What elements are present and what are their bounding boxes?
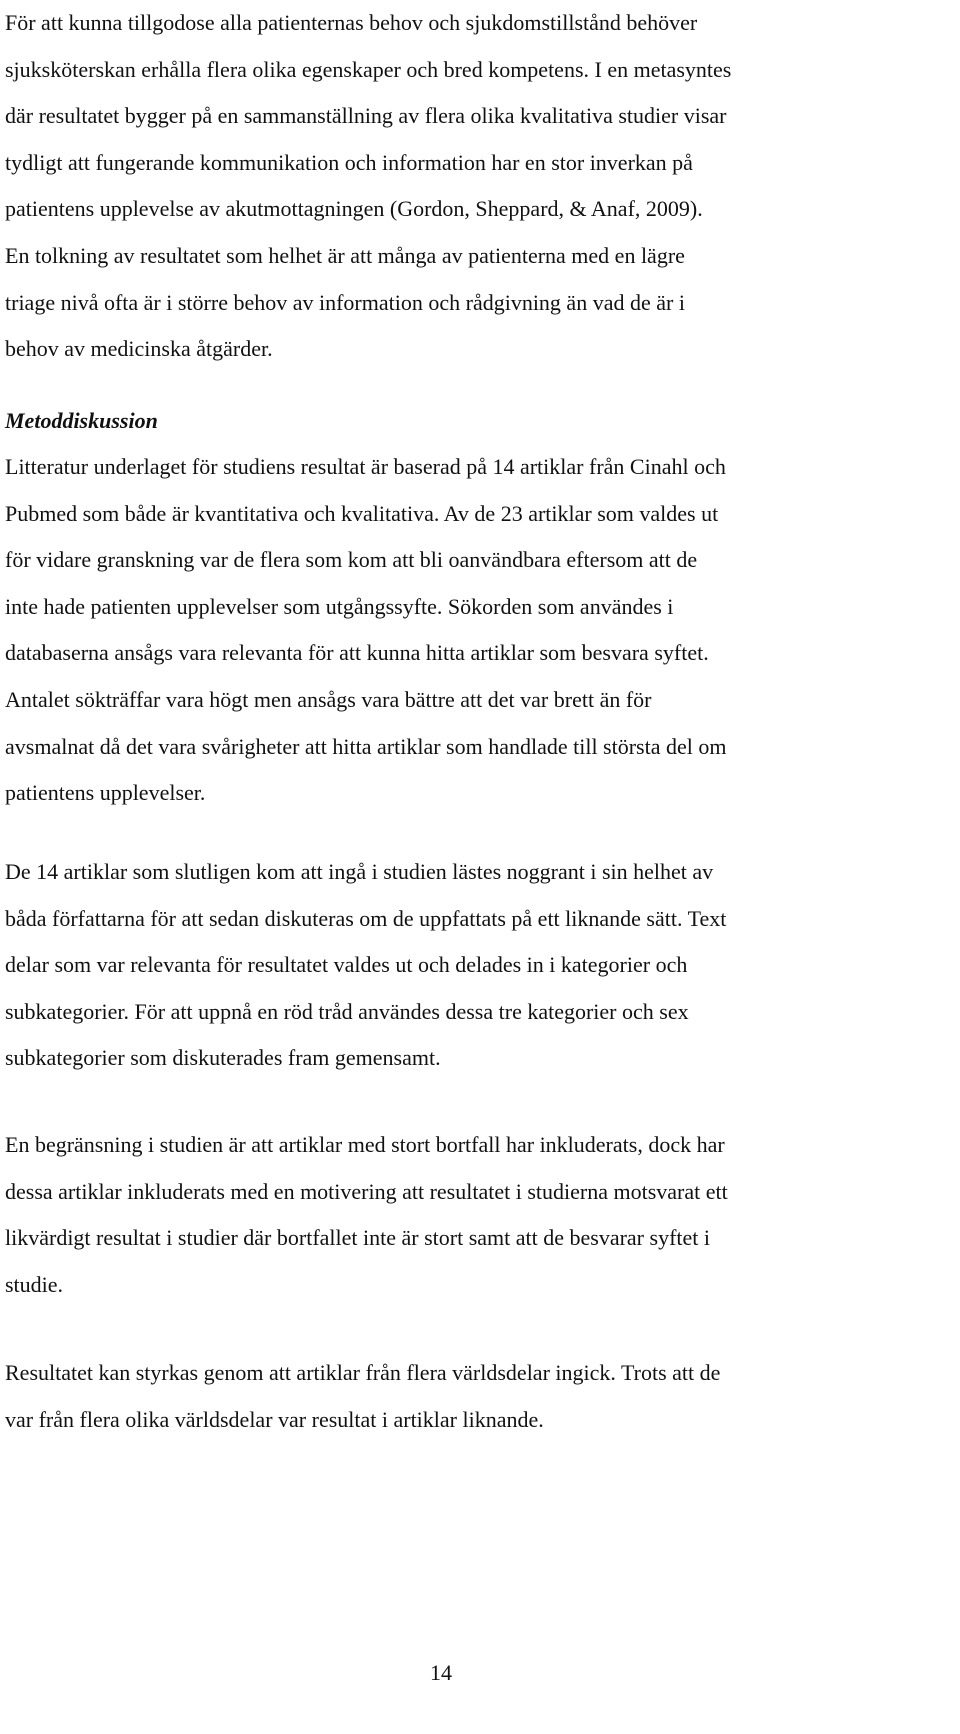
text-line: De 14 artiklar som slutligen kom att ingå i studien lästes noggrant i sin helhet av bbox=[5, 859, 714, 884]
text-line: båda författarna för att sedan diskuteras om de uppfattats på ett liknande sätt. Text bbox=[5, 905, 727, 931]
body-paragraph bbox=[5, 0, 731, 373]
body-paragraph bbox=[5, 1122, 728, 1308]
text-line: Antalet sökträffar vara högt men ansågs vara bättre att det var brett än för bbox=[5, 686, 652, 712]
text-line: En begränsning i studien är att artiklar med stort bortfall har inkluderats, dock har bbox=[5, 1132, 725, 1157]
text-line: tydligt att fungerande kommunikation och information har en stor inverkan på bbox=[5, 149, 693, 175]
body-paragraph bbox=[5, 444, 727, 817]
page-number: 14 bbox=[430, 1660, 452, 1685]
text-line: Litteratur underlaget för studiens resultat är baserad på 14 artiklar från Cinahl och bbox=[5, 454, 726, 479]
text-line: Pubmed som både är kvantitativa och kvalitativa. Av de 23 artiklar som valdes ut bbox=[5, 500, 719, 526]
text-line: studie. bbox=[5, 1271, 64, 1297]
text-line: var från flera olika världsdelar var resultat i artiklar liknande. bbox=[5, 1406, 544, 1432]
text-line: likvärdigt resultat i studier där bortfallet inte är stort samt att de besvarar syftet i bbox=[5, 1225, 710, 1251]
text-line: dessa artiklar inkluderats med en motivering att resultatet i studierna motsvarat ett bbox=[5, 1178, 728, 1204]
text-line: inte hade patienten upplevelser som utgångssyfte. Sökorden som användes i bbox=[5, 593, 674, 619]
text-line: För att kunna tillgodose alla patienternas behov och sjukdomstillstånd behöver bbox=[5, 10, 698, 35]
text-line: subkategorier som diskuterades fram gemensamt. bbox=[5, 1045, 441, 1071]
text-line: delar som var relevanta för resultatet valdes ut och delades in i kategorier och bbox=[5, 952, 688, 978]
text-line: En tolkning av resultatet som helhet är att många av patienterna med en lägre bbox=[5, 242, 685, 268]
text-line: patientens upplevelser. bbox=[5, 780, 206, 806]
text-line: behov av medicinska åtgärder. bbox=[5, 336, 273, 362]
text-line: Resultatet kan styrkas genom att artiklar från flera världsdelar ingick. Trots att de bbox=[5, 1360, 721, 1385]
body-paragraph bbox=[5, 849, 726, 1082]
text-line: där resultatet bygger på en sammanställning av flera olika kvalitativa studier visar bbox=[5, 103, 727, 129]
section-heading: Metoddiskussion bbox=[5, 408, 158, 433]
text-line: för vidare granskning var de flera som kom att bli oanvändbara eftersom att de bbox=[5, 547, 698, 573]
text-line: sjuksköterskan erhålla flera olika egenskaper och bred kompetens. I en metasyntes bbox=[5, 56, 732, 82]
body-paragraph bbox=[5, 1350, 720, 1443]
text-line: avsmalnat då det vara svårigheter att hitta artiklar som handlade till största del om bbox=[5, 733, 727, 759]
text-line: databaserna ansågs vara relevanta för att kunna hitta artiklar som besvara syftet. bbox=[5, 640, 709, 666]
text-line: subkategorier. För att uppnå en röd tråd användes dessa tre kategorier och sex bbox=[5, 998, 689, 1024]
text-line: patientens upplevelse av akutmottagningen (Gordon, Sheppard, & Anaf, 2009). bbox=[5, 196, 703, 222]
text-line: triage nivå ofta är i större behov av information och rådgivning än vad de är i bbox=[5, 289, 685, 315]
